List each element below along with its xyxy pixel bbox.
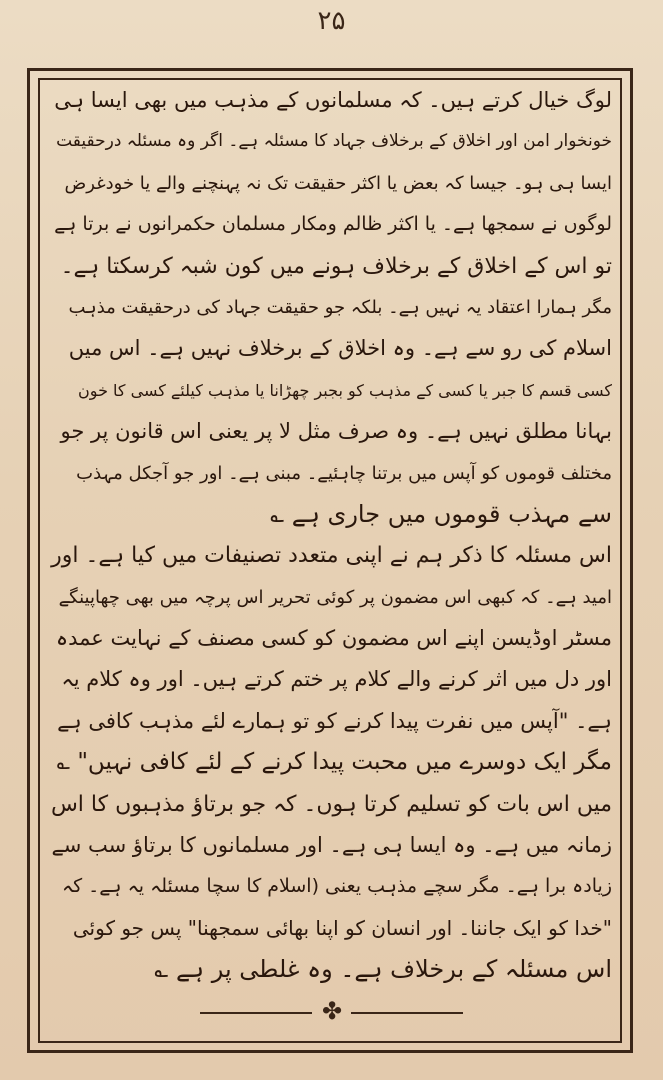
text-line: میں اس بات کو تسلیم کرتا ہوں۔ کہ جو برتاؤ مذہبوں کا اس — [50, 791, 612, 817]
text-line: ایسا ہی ہو۔ جیسا کہ بعض یا اکثر حقیقت تک نہ پہنچنے والے یا خودغرض — [64, 172, 612, 194]
flower-ornament-icon: ✤ — [321, 997, 343, 1025]
text-line: مسٹر اوڈیسن اپنے اس مضمون کو کسی مصنف کے نہایت عمدہ — [55, 626, 612, 651]
text-line: اس مسئلہ کے برخلاف ہے۔ وہ غلطی پر ہے ؎ — [154, 955, 612, 984]
text-line: امید ہے۔ کہ کبھی اس مضمون پر کوئی تحریر اس پرچہ میں بھی چھاپینگے — [58, 586, 612, 608]
ornament-rule-left — [200, 1012, 312, 1014]
text-line: زمانہ میں ہے۔ وہ ایسا ہی ہے۔ اور مسلمانوں کا برتاؤ سب سے — [51, 833, 612, 858]
ornament-rule-right — [351, 1012, 463, 1014]
text-line: تو اس کے اخلاق کے برخلاف ہونے میں کون شبہ کرسکتا ہے۔ — [60, 253, 612, 279]
text-line: اس مسئلہ کا ذکر ہم نے اپنی متعدد تصنیفات میں کیا ہے۔ اور — [51, 543, 612, 569]
text-line: سے مہذب قوموں میں جاری ہے ؎ — [270, 499, 612, 528]
text-line: اسلام کی رو سے ہے۔ وہ اخلاق کے برخلاف نہیں ہے۔ اس میں — [68, 336, 612, 361]
text-line: مگر ایک دوسرے میں محبت پیدا کرنے کے لئے کافی نہیں" ؎ — [56, 749, 612, 776]
text-line: بہانا مطلق نہیں ہے۔ وہ صرف مثل لا پر یعنی اس قانون پر جو — [60, 419, 612, 444]
text-line: لوگوں نے سمجھا ہے۔ یا اکثر ظالم ومکار مسلمان حکمرانوں نے برتا ہے — [54, 213, 612, 236]
text-line: مگر ہمارا اعتقاد یہ نہیں ہے۔ بلکہ جو حقیقت جہاد کی درحقیقت مذہب — [68, 296, 612, 318]
text-line: لوگ خیال کرتے ہیں۔ کہ مسلمانوں کے مذہب میں بھی ایسا ہی — [54, 88, 612, 112]
text-line: خونخوار امن اور اخلاق کے برخلاف جہاد کا مسئلہ ہے۔ اگر وہ مسئلہ درحقیقت — [56, 131, 612, 152]
text-line: کسی قسم کا جبر یا کسی کے مذہب کو بجبر چھڑانا یا مذہب کیلئے کسی کا خون — [78, 380, 612, 400]
end-ornament — [200, 997, 463, 1026]
text-line: "خدا کو ایک جاننا۔ اور انسان کو اپنا بھائی سمجھنا" پس جو کوئی — [72, 915, 612, 940]
text-line: اور دل میں اثر کرنے والے کلام پر ختم کرتے ہیں۔ اور وہ کلام یہ — [61, 667, 612, 692]
page-number: ۲۵ — [317, 6, 346, 36]
text-line: مختلف قوموں کو آپس میں برتنا چاہئیے۔ مبنی ہے۔ اور جو آجکل مہذب — [76, 462, 612, 484]
text-line: ہے۔ "آپس میں نفرت پیدا کرنے کو تو ہمارے لئے مذہب کافی ہے — [57, 708, 612, 733]
body-text — [50, 80, 612, 990]
text-line: زیادہ برا ہے۔ مگر سچے مذہب یعنی (اسلام کا سچا مسئلہ یہ ہے۔ کہ — [61, 875, 612, 898]
